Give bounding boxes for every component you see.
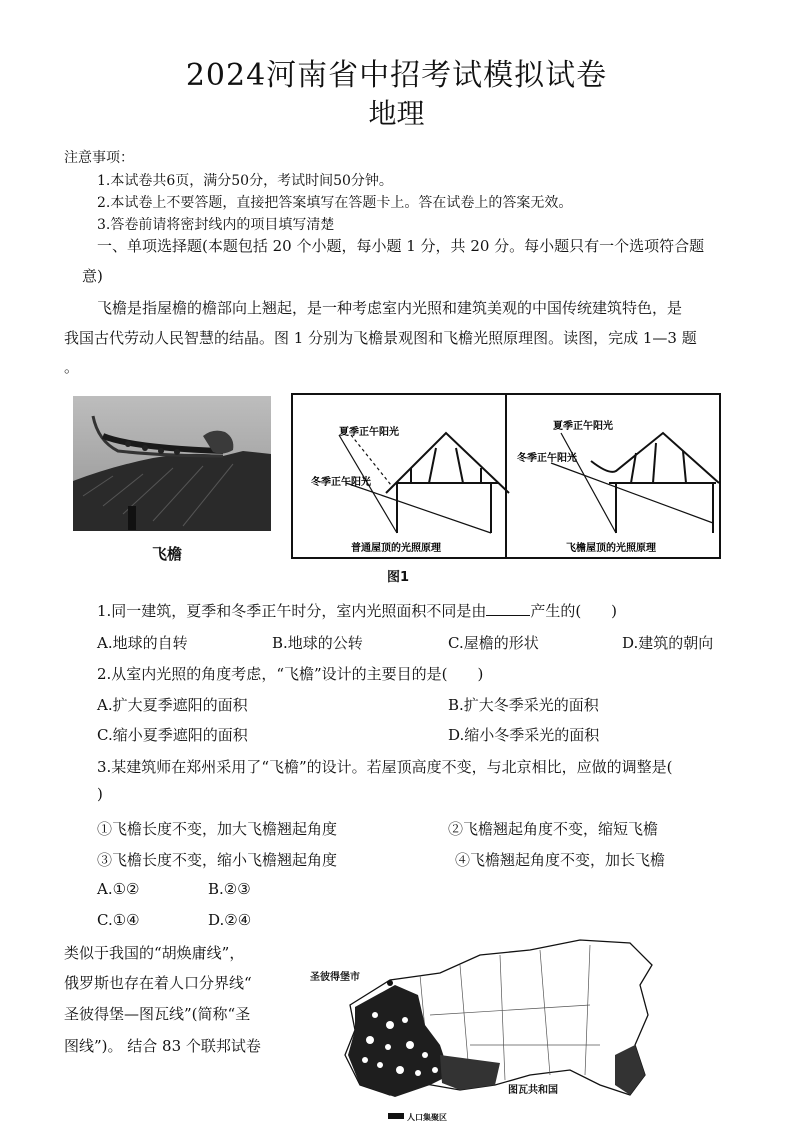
passage-line-1: 飞檐是指屋檐的檐部向上翘起，是一种考虑室内光照和建筑美观的中国传统建筑特色，是 <box>97 299 683 317</box>
q2-option-d: D.缩小冬季采光的面积 <box>448 726 600 744</box>
exam-title: 2024河南省中招考试模拟试卷 <box>185 58 608 93</box>
question-3-stem-cont: ) <box>97 785 103 803</box>
question-2-stem: 2.从室内光照的角度考虑，“飞檐”设计的主要目的是( ) <box>97 665 484 683</box>
q1-option-a: A.地球的自转 <box>97 634 188 652</box>
answer-blank <box>486 603 530 616</box>
q1-option-c: C.屋檐的形状 <box>448 634 539 652</box>
russia-population-map <box>300 935 660 1121</box>
legend-swatch <box>388 1113 404 1119</box>
left-caption: 普通屋顶的光照原理 <box>351 543 441 554</box>
russia-text-2: 俄罗斯也存在着人口分界线“ <box>64 974 252 992</box>
passage-line-2: 我国古代劳动人民智慧的结晶。图 1 分别为飞檐景观图和飞檐光照原理图。读图，完成 1—3 题 <box>64 329 697 347</box>
flying-eaves-photo <box>73 396 271 544</box>
map-label-st-petersburg: 圣彼得堡市 <box>310 972 360 983</box>
figure-caption: 图1 <box>387 570 410 585</box>
question-1-stem <box>97 600 617 621</box>
lighting-principle-diagram <box>291 393 721 559</box>
q3-option-b: B.②③ <box>208 880 251 898</box>
q3-statement-2: ②飞檐翘起角度不变，缩短飞檐 <box>448 820 659 838</box>
right-winter-label: 冬季正午阳光 <box>517 453 577 464</box>
map-label-tuva: 图瓦共和国 <box>508 1085 558 1096</box>
q3-option-a: A.①② <box>97 880 140 898</box>
subject-title: 地理 <box>368 97 425 130</box>
q3-statement-4: ④飞檐翘起角度不变，加长飞檐 <box>455 851 666 869</box>
right-caption: 飞檐屋顶的光照原理 <box>566 543 656 554</box>
left-winter-label: 冬季正午阳光 <box>311 477 371 488</box>
q3-statement-3: ③飞檐长度不变，缩小飞檐翘起角度 <box>97 851 338 869</box>
section-heading: 一、单项选择题(本题包括 20 个小题，每小题 1 分，共 20 分。每小题只有一个选项符合题 <box>97 237 705 255</box>
right-summer-label: 夏季正午阳光 <box>553 421 613 432</box>
russia-text-3: 圣彼得堡—图瓦线”(简称“圣 <box>64 1005 251 1023</box>
question-3-stem: 3.某建筑师在郑州采用了“飞檐”的设计。若屋顶高度不变，与北京相比，应做的调整是( <box>97 758 673 776</box>
left-summer-label: 夏季正午阳光 <box>339 427 399 438</box>
q1-option-b: B.地球的公转 <box>272 634 363 652</box>
q1-option-d: D.建筑的朝向 <box>622 634 714 652</box>
question-1-stem-b: 产生的( ) <box>530 602 618 620</box>
notice-item-2: 2.本试卷上不要答题，直接把答案填写在答题卡上。答在试卷上的答案无效。 <box>97 195 573 211</box>
q3-option-c: C.①④ <box>97 911 140 929</box>
q3-option-d: D.②④ <box>208 911 252 929</box>
photo-label: 飞檐 <box>152 545 183 563</box>
notice-heading: 注意事项： <box>64 150 134 166</box>
russia-text-4: 图线”)。 结合 83 个联邦试卷 <box>64 1037 261 1055</box>
map-legend-label: 人口集聚区 <box>407 1113 447 1121</box>
q3-statement-1: ①飞檐长度不变，加大飞檐翘起角度 <box>97 820 338 838</box>
passage-line-3: 。 <box>64 358 80 376</box>
section-heading-cont: 意) <box>82 267 103 285</box>
russia-text-1: 类似于我国的“胡焕庸线”， <box>64 944 245 962</box>
question-1-stem-a: 1.同一建筑，夏季和冬季正午时分，室内光照面积不同是由 <box>97 602 487 620</box>
q2-option-a: A.扩大夏季遮阳的面积 <box>97 696 248 714</box>
notice-item-1: 1.本试卷共6页，满分50分，考试时间50分钟。 <box>97 173 393 189</box>
notice-item-3: 3.答卷前请将密封线内的项目填写清楚 <box>97 217 335 233</box>
q2-option-c: C.缩小夏季遮阳的面积 <box>97 726 248 744</box>
q2-option-b: B.扩大冬季采光的面积 <box>448 696 599 714</box>
